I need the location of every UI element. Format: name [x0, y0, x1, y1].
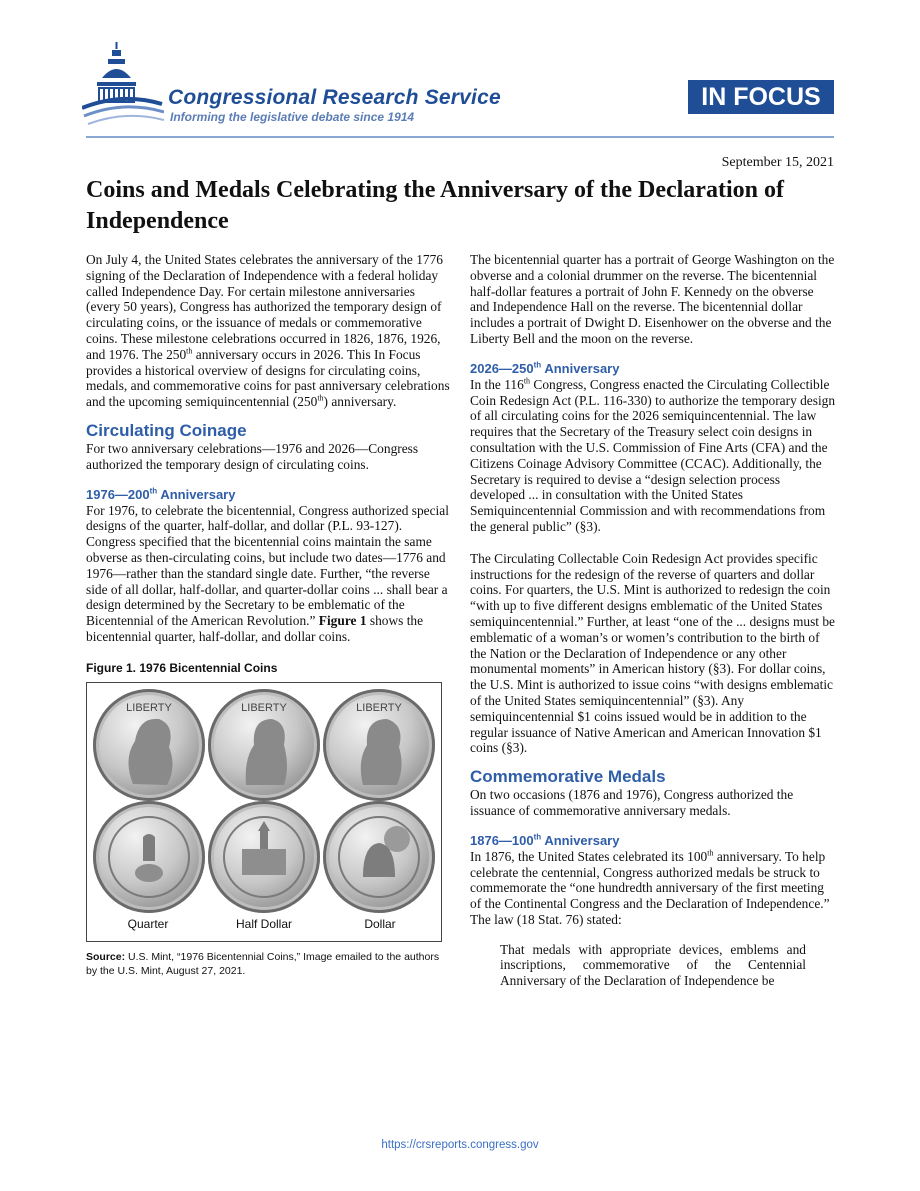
circulating-paragraph: For two anniversary celebrations—1976 and 2026—Congress authorized the temporary design of circulating coins. — [86, 440, 419, 472]
quarter-reverse-image — [93, 801, 205, 913]
svg-text:LIBERTY: LIBERTY — [241, 701, 287, 714]
figure-source: Source: U.S. Mint, “1976 Bicentennial Coins,” Image emailed to the authors by the U.S. Mint, August 27, 2021. — [86, 950, 440, 977]
half-dollar-reverse-image — [208, 801, 320, 913]
svg-text:LIBERTY: LIBERTY — [356, 701, 402, 714]
org-name: Congressional Research Service — [168, 86, 501, 109]
capitol-dome-icon — [82, 42, 164, 126]
medals-paragraph: On two occasions (1876 and 1976), Congress authorized the issuance of commemorative anniversary medals. — [470, 787, 794, 818]
right-column — [470, 252, 836, 989]
paragraph-1876: In 1876, the United States celebrated its 100th anniversary. To help celebrate the centennial, Congress authorized medals be struck to commemorate the “one hundredth anniversary of the first meeting of the Continental Congress and the Declaration of Independence.” The law (18 Stat. 76) stated: — [470, 848, 830, 927]
subheading-1876: 1876—100th Anniversary — [470, 832, 620, 848]
paragraph-1976: For 1976, to celebrate the bicentennial, Congress authorized special designs of the quarter, half-dollar, and dollar (P.L. 93-127). Congress specified that the bicentennial coins maintain the same obverse as then-circulating coins, but include two dates—1776 and 1976—rather than the standard single date. Further, “the reverse side of all dollar, half-dollar, and quarter-dollar coins ... shall bear a design determined by the Secretary to be emblematic of the Bicentennial of the American Revolution.” Figure 1 shows the bicentennial quarter, half-dollar, and dollar coins. — [86, 502, 449, 644]
coin-label-quarter: Quarter — [127, 916, 169, 931]
paragraph-2026: In the 116th Congress, Congress enacted the Circulating Collectible Coin Redesign Act (P.L. 116-330) to authorize the temporary design of all circulating coins for the 2026 semiquincentennial. The law requires that the Secretary of the Treasury select coin designs in consultation with the U.S. Commission of Fine Arts (CFA) and the Citizens Coinage Advisory Committee (CCAC). Additionally, the Secretary is required to devise a “design selection process developed ... in consultation with the United States Semiquincentennial Commission and with recommendations from the general public” (§3). — [470, 376, 836, 534]
svg-text:LIBERTY: LIBERTY — [126, 701, 172, 714]
figure-title: Figure 1. 1976 Bicentennial Coins — [86, 660, 278, 675]
subheading-2026: 2026—250th Anniversary — [470, 360, 620, 376]
block-quote: That medals with appropriate devices, emblems and inscriptions, commemorative of the Centennial Anniversary of the Declaration of Independence be — [500, 941, 806, 989]
page-title: Coins and Medals Celebrating the Anniversary of the Declaration of Independence — [86, 177, 784, 234]
section-heading-medals: Commemorative Medals — [470, 767, 666, 787]
section-heading-circulating: Circulating Coinage — [86, 420, 247, 440]
bicentennial-paragraph: The bicentennial quarter has a portrait of George Washington on the obverse and a colonial drummer on the reverse. The bicentennial half-dollar features a portrait of John F. Kennedy on the obverse and Independence Hall on the reverse. The bicentennial dollar includes a portrait of Dwight D. Eisenhower on the obverse and the Liberty Bell and the moon on the reverse. — [470, 252, 835, 346]
coin-label-dollar: Dollar — [364, 916, 396, 931]
subheading-1976: 1976—200th Anniversary — [86, 486, 236, 502]
redesign-paragraph: The Circulating Collectable Coin Redesign Act provides specific instructions for the redesign of the reverse of quarters and dollar coins. For quarters, the U.S. Mint is authorized to redesign the coin “with up to five different designs emblematic of the United States semiquincentennial.” Further, at least “one of the ... designs must be emblematic of a woman’s or women’s contribution to the birth of the Nation or the Declaration of Independence or any other monumental moments” in American history (§3). For dollar coins, the U.S. Mint is authorized to issue coins “with designs emblematic of the United States semiquincentennial” (§3). Any semiquincentennial $1 coins issued would be in addition to the regular issuance of Native American and American Innovation $1 coins (§3). — [470, 550, 836, 756]
intro-paragraph: On July 4, the United States celebrates the anniversary of the 1776 signing of the Declaration of Independence with a federal holiday called Independence Day. For certain milestone anniversaries (every 50 years), Congress has authorized the temporary design of circulating coins, or the issuance of medals or commemorative coins. These milestone celebrations occurred in 1826, 1876, 1926, and 1976. The 250th anniversary occurs in 2026. This In Focus provides a historical overview of designs for circulating coins, medals, and commemorative coins for past anniversary celebrations and the upcoming semiquincentennial (250th) anniversary. — [86, 252, 450, 410]
header — [0, 0, 920, 140]
report-date: September 15, 2021 — [721, 155, 834, 170]
in-focus-badge: IN FOCUS — [688, 80, 834, 114]
coin-label-half-dollar: Half Dollar — [235, 916, 292, 931]
dollar-obverse-image — [323, 689, 435, 801]
header-rule — [86, 136, 834, 138]
dollar-reverse-image — [323, 801, 435, 913]
figure-coins — [86, 682, 442, 942]
footer-link[interactable]: https://crsreports.congress.gov — [381, 1139, 539, 1151]
half-dollar-obverse-image — [208, 689, 320, 801]
org-tagline: Informing the legislative debate since 1914 — [170, 110, 415, 124]
left-column — [86, 252, 450, 978]
quarter-obverse-image — [93, 689, 205, 801]
